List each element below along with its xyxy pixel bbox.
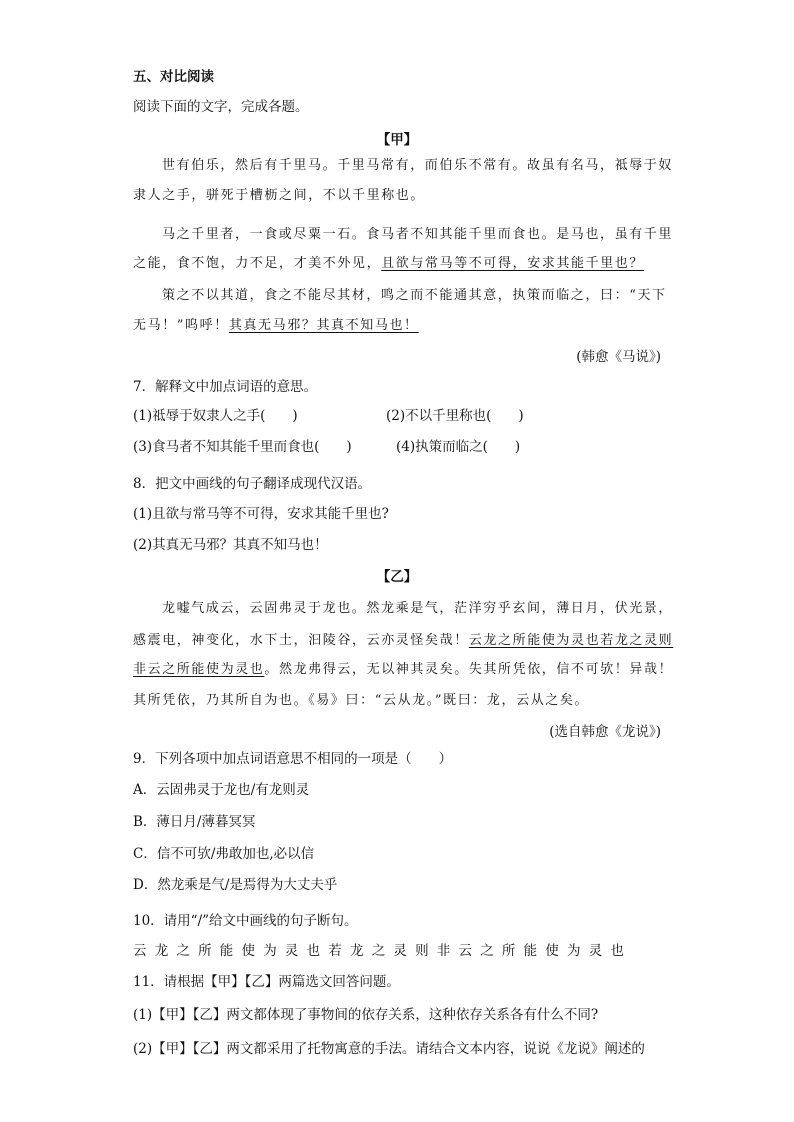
- underlined-sentence: 其真无马邪？其真不知马也！: [228, 318, 419, 333]
- passage-b-source: (选自韩愈《龙说》): [549, 724, 661, 740]
- passage-a-label: 【甲】: [376, 132, 418, 148]
- question-7-item-3: (3)食马者不知其能千里而食也( ): [133, 439, 352, 455]
- question-8-item-1: (1)且欲与常马等不可得，安求其能千里也?: [133, 506, 389, 522]
- question-7-item-1: (1)祗辱于奴隶人之手( ): [133, 408, 298, 424]
- passage-a-line: 马之千里者，一食或尽粟一石。食马者不知其能千里而食也。是马也，虽有千里: [162, 227, 674, 242]
- passage-a-line: 隶人之手，骈死于槽枥之间，不以千里称也。: [133, 188, 426, 203]
- underlined-sentence: 非云之所能使为灵也: [133, 662, 265, 677]
- section-title: 五、对比阅读: [133, 69, 214, 85]
- plain-text: 之能，食不饱，力不足，才美不外见，: [133, 256, 382, 271]
- question-9-option-c: C．信不可欤/弗敢加也,必以信: [133, 846, 315, 862]
- passage-a-line: 世有伯乐，然后有千里马。千里马常有，而伯乐不常有。故虽有名马，祗辱于奴: [162, 158, 674, 173]
- question-11-item-2: (2)【甲】【乙】两文都采用了托物寓意的手法。请结合文本内容，说说《龙说》阐述的: [133, 1041, 645, 1057]
- underlined-sentence: 云龙之所能使为灵也若龙之灵则: [468, 633, 674, 648]
- question-9-stem: 9．下列各项中加点词语意思不相同的一项是（ ）: [133, 751, 453, 767]
- question-8-item-2: (2)其真无马邪？其真不知马也！: [133, 537, 328, 553]
- question-7-item-4: (4)执策而临之( ): [396, 439, 521, 455]
- question-11-item-1: (1)【甲】【乙】两文都体现了事物间的依存关系，这种依存关系各有什么不同?: [133, 1007, 599, 1023]
- passage-a-line: [133, 255, 644, 273]
- question-8-stem: 8．把文中画线的句子翻译成现代汉语。: [133, 476, 372, 492]
- plain-text: 感震电，神变化，水下土，汩陵谷，云亦灵怪矣哉！: [133, 633, 469, 648]
- plain-text: 无马！”呜呼！: [133, 318, 229, 333]
- question-7-item-2: (2)不以千里称也( ): [386, 408, 524, 424]
- passage-a-line: [133, 317, 419, 335]
- passage-b-label: 【乙】: [376, 569, 418, 585]
- passage-b-line: 龙嘘气成云，云固弗灵于龙也。然龙乘是气，茫洋穷乎玄间，薄日月，伏光景，: [162, 601, 674, 616]
- passage-a-source: (韩愈《马说》): [576, 349, 661, 365]
- passage-b-line: [133, 632, 673, 650]
- passage-b-line: 其所凭依，乃其所自为也。《易》曰：“云从龙。”既曰：龙，云从之矣。: [133, 693, 590, 708]
- question-7-stem: 7．解释文中加点词语的意思。: [133, 379, 318, 395]
- question-11-stem: 11．请根据【甲】【乙】两篇选文回答问题。: [133, 974, 400, 990]
- question-9-option-b: B．薄日月/薄暮冥冥: [133, 814, 256, 830]
- passage-b-line: [133, 661, 673, 679]
- question-9-option-a: A．云固弗灵于龙也/有龙则灵: [133, 782, 310, 798]
- instruction-text: 阅读下面的文字，完成各题。: [133, 99, 309, 115]
- question-9-option-d: D．然龙乘是气/是焉得为大丈夫乎: [133, 877, 338, 893]
- passage-a-line: 策之不以其道，食之不能尽其材，鸣之而不能通其意，执策而临之，曰：“天下: [162, 288, 667, 303]
- question-10-sentence: 云龙之所能使为灵也若龙之灵则非云之所能使为灵也: [133, 943, 633, 959]
- question-10-stem: 10．请用“/”给文中画线的句子断句。: [133, 913, 358, 929]
- underlined-sentence: 且欲与常马等不可得，安求其能千里也？: [381, 256, 645, 271]
- plain-text: 。然龙弗得云，无以神其灵矣。失其所凭依，信不可欤！异哉！: [264, 662, 674, 677]
